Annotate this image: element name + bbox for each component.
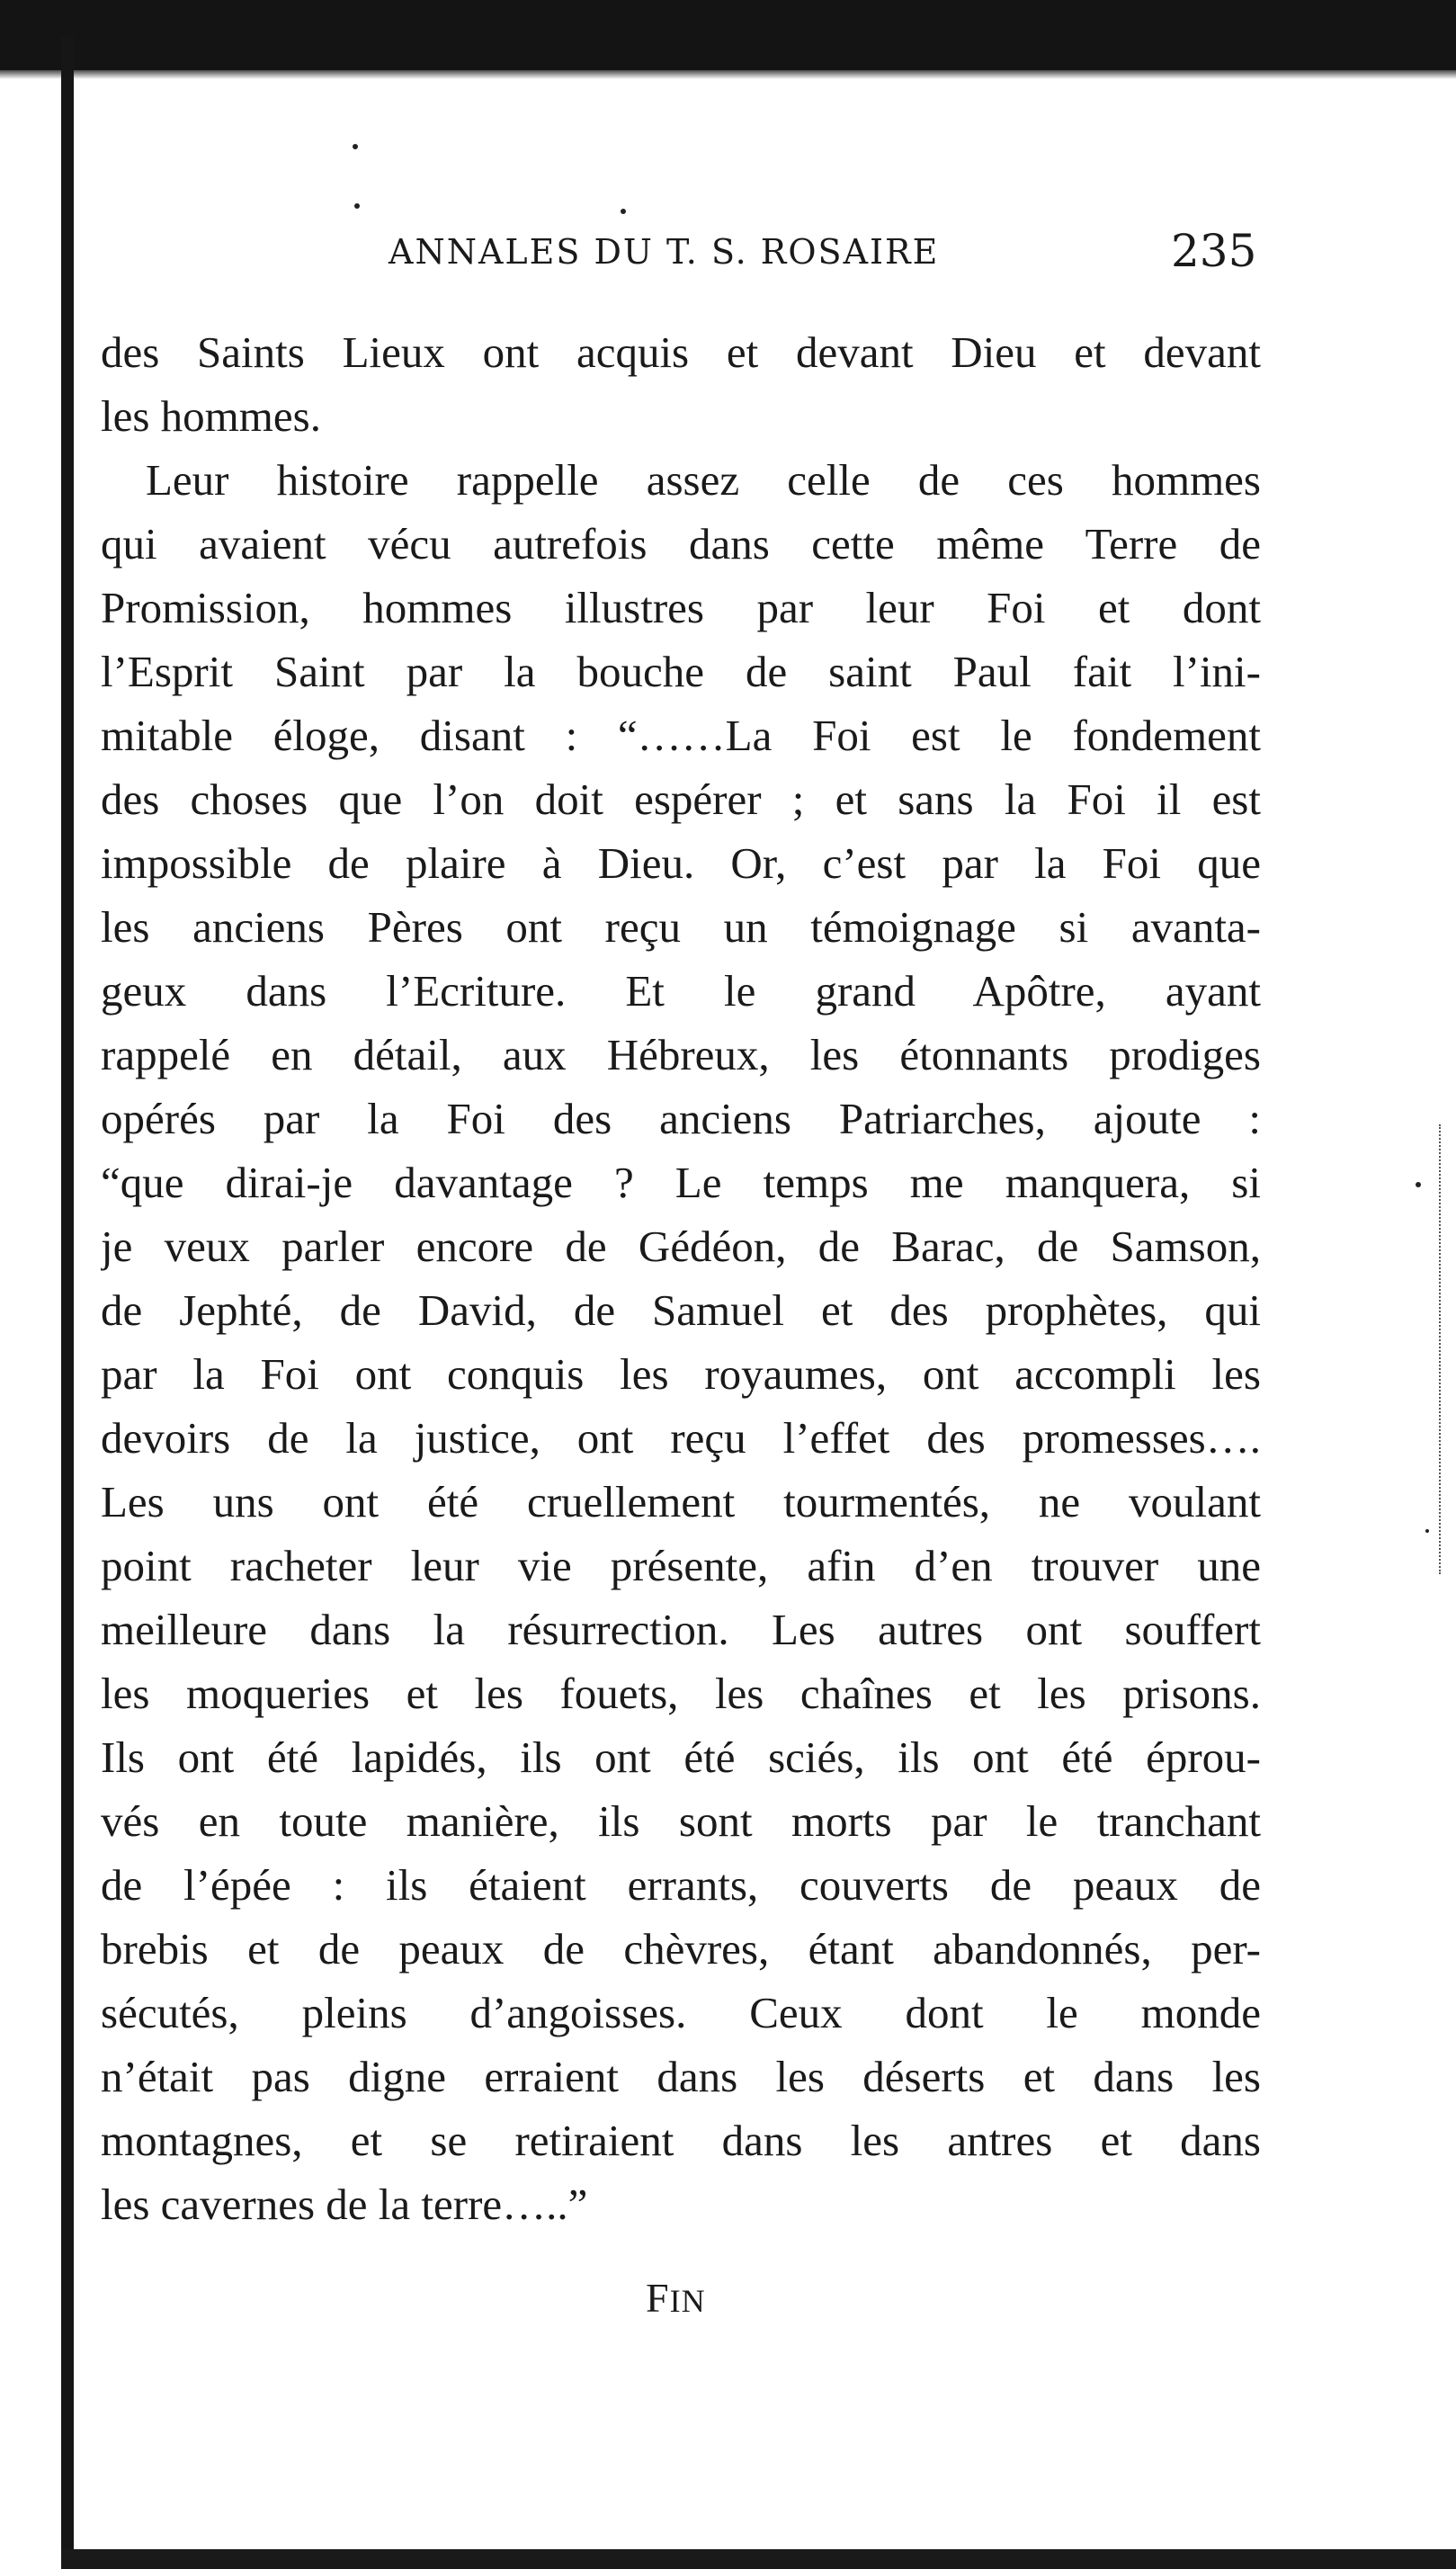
- text-line: brebis et de peaux de chèvres, étant abandonnés, per-: [101, 1924, 1261, 1974]
- text-line: de Jephté, de David, de Samuel et des prophètes, qui: [101, 1285, 1261, 1335]
- left-scan-border: [61, 36, 74, 2569]
- closing-fin-initial: F: [646, 2275, 670, 2321]
- right-scan-edge: [1439, 1124, 1444, 1574]
- text-line: l’Esprit Saint par la bouche de saint Paul fait l’ini-: [101, 647, 1261, 696]
- body-text: [101, 320, 1261, 2236]
- top-scan-border: [0, 0, 1456, 70]
- text-line: les moqueries et les fouets, les chaînes et les prisons.: [101, 1669, 1261, 1718]
- text-line: sécutés, pleins d’angoisses. Ceux dont le monde: [101, 1988, 1261, 2037]
- scan-speck: [1416, 1182, 1421, 1187]
- text-line: qui avaient vécu autrefois dans cette même Terre de: [101, 519, 1261, 568]
- text-line: les anciens Pères ont reçu un témoignage si avanta-: [101, 902, 1261, 952]
- text-line: devoirs de la justice, ont reçu l’effet des promesses….: [101, 1413, 1261, 1463]
- text-line: impossible de plaire à Dieu. Or, c’est par la Foi que: [101, 838, 1261, 888]
- text-line: de l’épée : ils étaient errants, couverts de peaux de: [101, 1860, 1261, 1910]
- text-line: les cavernes de la terre…..”: [101, 2180, 588, 2229]
- bottom-scan-border: [61, 2549, 1456, 2569]
- text-line: “que dirai-je davantage ? Le temps me manquera, si: [101, 1158, 1261, 1207]
- closing-fin-rest: IN: [669, 2283, 706, 2319]
- closing-fin: [646, 2274, 706, 2322]
- text-line: les hommes.: [101, 391, 321, 441]
- text-line: Leur histoire rappelle assez celle de ces hommes: [146, 455, 1261, 505]
- text-line: meilleure dans la résurrection. Les autres ont souffert: [101, 1605, 1261, 1654]
- scan-speck: [621, 209, 626, 214]
- text-line: opérés par la Foi des anciens Patriarches, ajoute :: [101, 1094, 1261, 1143]
- text-line: je veux parler encore de Gédéon, de Barac, de Samson,: [101, 1222, 1261, 1271]
- text-line: point racheter leur vie présente, afin d’en trouver une: [101, 1541, 1261, 1590]
- text-line: des Saints Lieux ont acquis et devant Dieu et devant: [101, 327, 1261, 377]
- text-line: Ils ont été lapidés, ils ont été sciés, ils ont été éprou-: [101, 1732, 1261, 1782]
- text-line: montagnes, et se retiraient dans les antres et dans: [101, 2116, 1261, 2165]
- text-line: rappelé en détail, aux Hébreux, les étonnants prodiges: [101, 1030, 1261, 1079]
- top-scan-border-fade: [0, 70, 1456, 79]
- page-number: 235: [1171, 225, 1257, 277]
- scan-speck: [1425, 1529, 1429, 1533]
- text-line: Les uns ont été cruellement tourmentés, ne voulant: [101, 1477, 1261, 1526]
- text-line: par la Foi ont conquis les royaumes, ont accompli les: [101, 1349, 1261, 1399]
- text-line: vés en toute manière, ils sont morts par le tranchant: [101, 1796, 1261, 1846]
- text-line: Promission, hommes illustres par leur Foi et dont: [101, 583, 1261, 632]
- text-line: geux dans l’Ecriture. Et le grand Apôtre, ayant: [101, 966, 1261, 1016]
- running-head: ANNALES DU T. S. ROSAIRE: [389, 232, 940, 272]
- text-line: mitable éloge, disant : “……La Foi est le fondement: [101, 711, 1261, 760]
- scan-speck: [354, 203, 360, 209]
- scan-speck: [353, 144, 358, 149]
- text-line: des choses que l’on doit espérer ; et sans la Foi il est: [101, 774, 1261, 824]
- text-line: n’était pas digne erraient dans les déserts et dans les: [101, 2052, 1261, 2101]
